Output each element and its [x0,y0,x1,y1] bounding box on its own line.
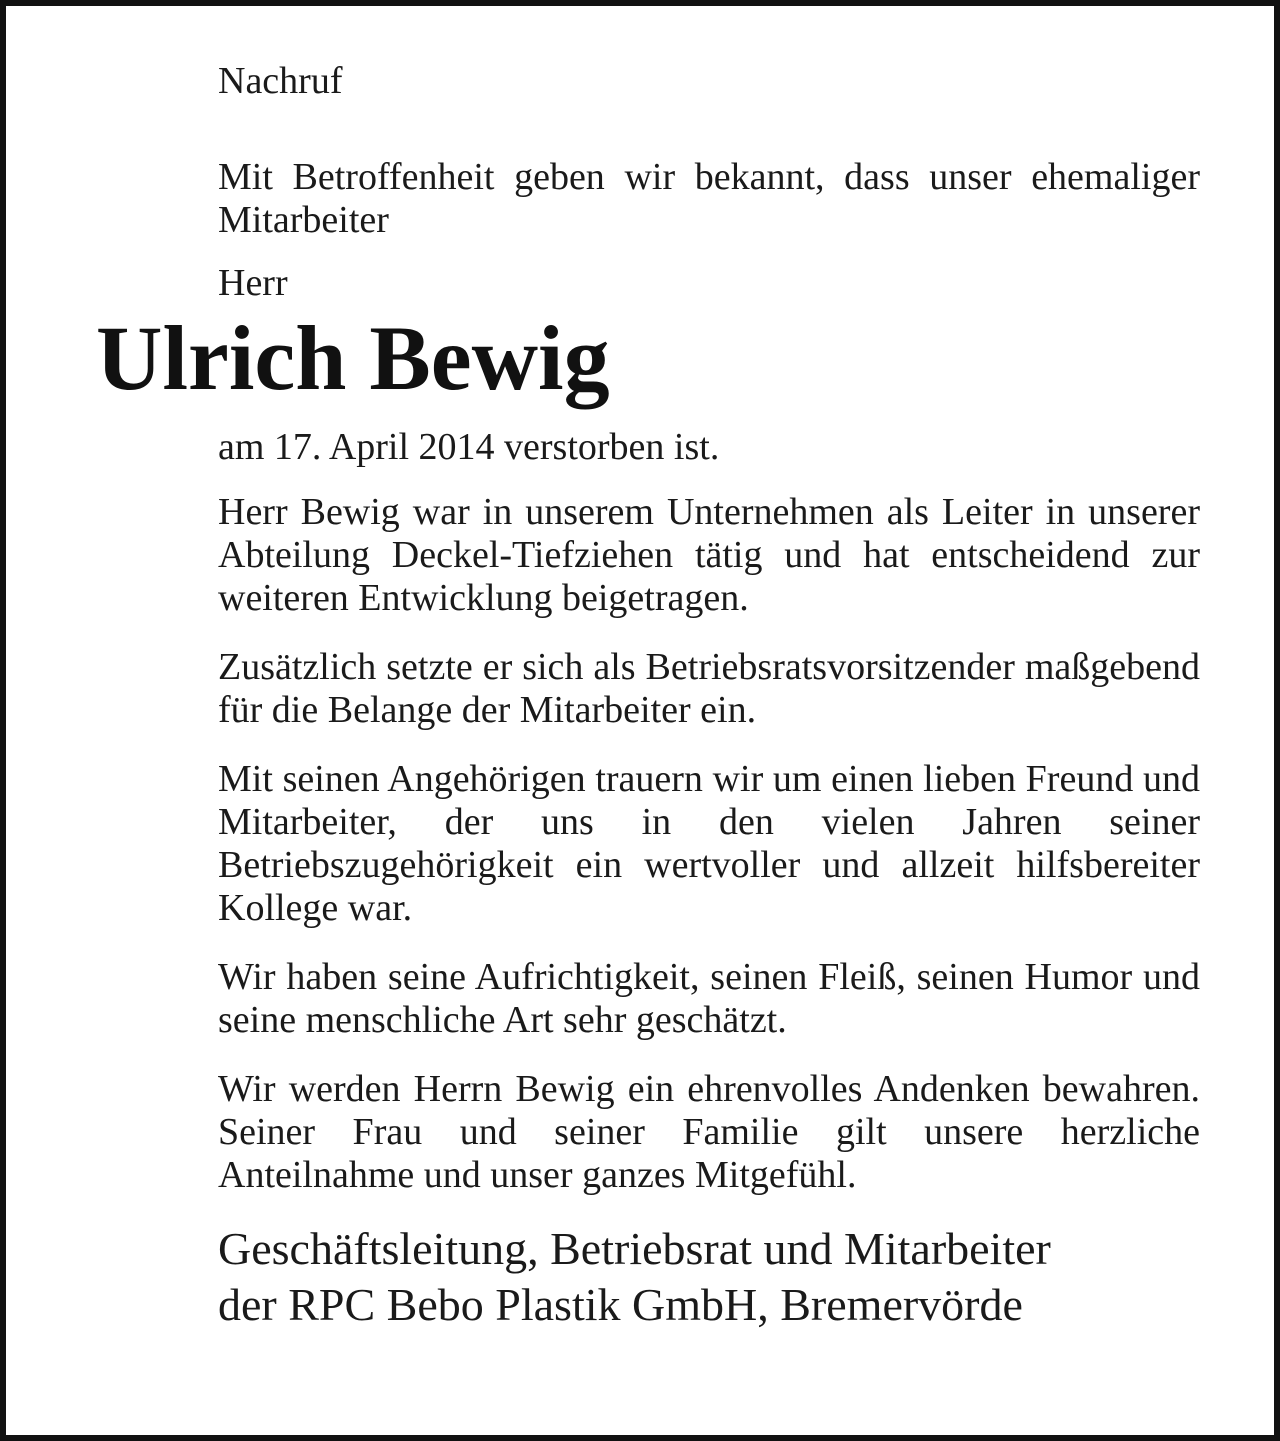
signature-block [218,1221,1200,1333]
notice-content [218,58,1200,306]
deceased-name: Ulrich Bewig [96,307,610,409]
paragraph-remembrance: Wir werden Herrn Bewig ein ehrenvolles Andenken bewahren. Seiner Frau und seiner Familie gilt unsere herzliche Anteilnahme und unser ganzes Mitgefühl. [218,1068,1200,1196]
salutation: Herr [218,262,288,304]
signature-line-1: Geschäftsleitung, Betriebsrat und Mitarbeiter [218,1223,1051,1274]
paragraph-works-council: Zusätzlich setzte er sich als Betriebsratsvorsitzender maßgebend für die Belange der Mitarbeiter ein. [218,646,1200,731]
date-line: am 17. April 2014 verstorben ist. [218,426,720,468]
notice-body [218,426,1200,1333]
notice-heading: Nachruf [218,60,343,102]
paragraph-qualities: Wir haben seine Aufrichtigkeit, seinen Fleiß, seinen Humor und seine menschliche Art sehr geschätzt. [218,956,1200,1041]
signature-line-2: der RPC Bebo Plastik GmbH, Bremervörde [218,1279,1023,1330]
paragraph-mourning: Mit seinen Angehörigen trauern wir um einen lieben Freund und Mitarbeiter, der uns in den vielen Jahren seiner Betriebszugehörigkeit ein wertvoller und allzeit hilfsbereiter Kollege war. [218,758,1200,929]
paragraph-role: Herr Bewig war in unserem Unternehmen als Leiter in unserer Abteilung Deckel-Tiefziehen tätig und hat entscheidend zur weiteren Entwicklung beigetragen. [218,491,1200,619]
intro-text: Mit Betroffenheit geben wir bekannt, dass unser ehemaliger Mitarbeiter [218,156,1200,241]
